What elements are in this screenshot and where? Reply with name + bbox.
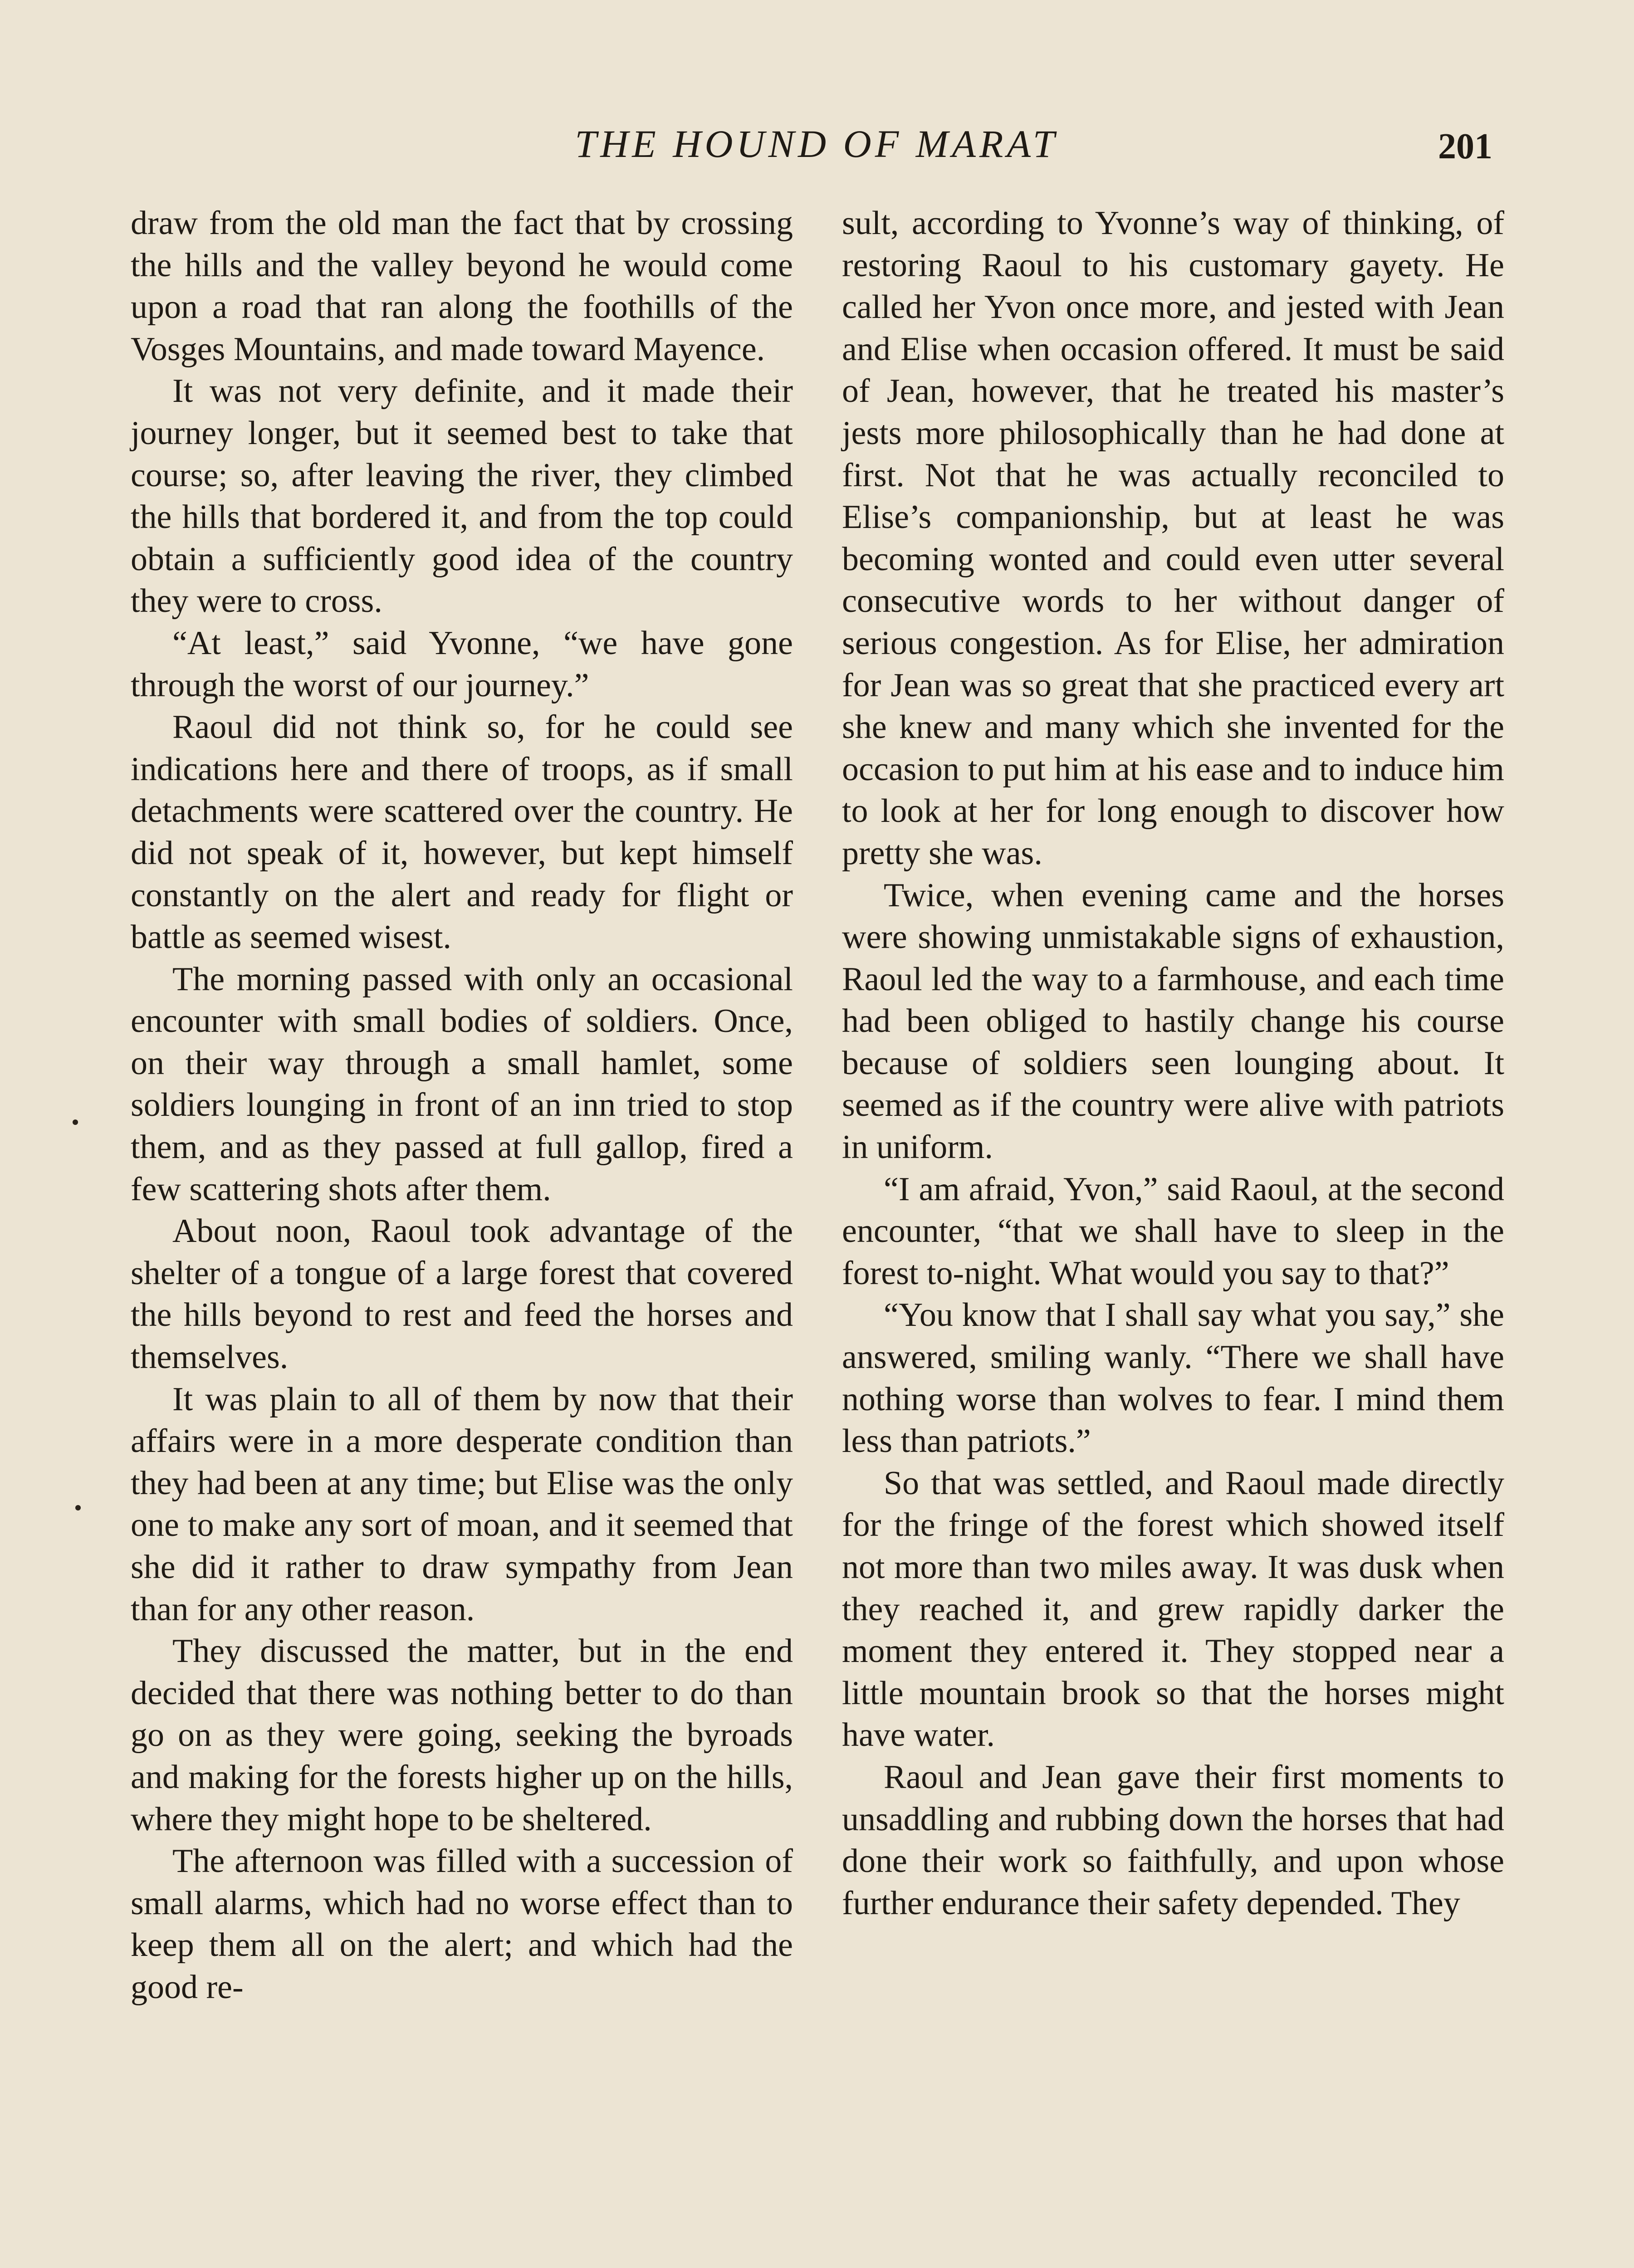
paragraph: So that was settled, and Raoul made directly for the fringe of the forest which showed itself not more than two miles away. It was dusk when they reached it, and grew rapidly darker the moment they entered it. They stopped near a little mountain brook so that the horses might have water.	[842, 1464, 1504, 1754]
page-header	[0, 119, 1634, 169]
page-number: 201	[1438, 127, 1492, 166]
paragraph: Twice, when evening came and the horses were showing unmistakable signs of exhaustion, Raoul led the way to a farmhouse, and each time had been obliged to hastily change his course because of soldiers seen lounging about. It seemed as if the country were alive with patriots in uniform.	[842, 876, 1504, 1166]
paragraph: Raoul and Jean gave their first moments to unsaddling and rubbing down the horses that had done their work so faithfully, and upon whose further endurance their safety depended. They	[842, 1758, 1504, 1922]
ink-speck	[73, 1119, 78, 1125]
paragraph: It was not very definite, and it made their journey longer, but it seemed best to take that course; so, after leaving the river, they climbed the hills that bordered it, and from the top could obtain a sufficiently good idea of the country they were to cross.	[131, 372, 793, 620]
ink-speck	[75, 1505, 81, 1510]
paragraph: The morning passed with only an occasional encounter with small bodies of soldiers. Once, on their way through a small hamlet, some soldiers lounging in front of an inn tried to stop them, and as they passed at full gallop, fired a few scattering shots after them.	[131, 960, 793, 1208]
paragraph: The afternoon was filled with a succession of small alarms, which had no worse effect than to keep them all on the alert; and which had the good re-	[131, 1843, 793, 2006]
paragraph: sult, according to Yvonne’s way of thinking, of restoring Raoul to his customary gayety. He called her Yvon once more, and jested with Jean and Elise when occasion offered. It must be said of Jean, however, that he treated his master’s jests more philosophically than he had done at first. Not that he was actually reconciled to Elise’s companionship, but at least he was becoming wonted and could even utter several consecutive words to her without danger of serious congestion. As for Elise, her admiration for Jean was so great that she practiced every art she knew and many which she invented for the occasion to put him at his ease and to induce him to look at her for long enough to discover how pretty she was.	[842, 205, 1504, 872]
paragraph: “I am afraid, Yvon,” said Raoul, at the second encounter, “that we shall have to sleep in the forest to-night. What would you say to that?”	[842, 1170, 1504, 1292]
running-title: THE HOUND OF MARAT	[575, 122, 1058, 166]
left-text-column	[131, 202, 793, 2009]
paragraph: “At least,” said Yvonne, “we have gone through the worst of our journey.”	[131, 624, 793, 704]
paragraph: They discussed the matter, but in the end decided that there was nothing better to do than go on as they were going, seeking the byroads and making for the forests higher up on the hills, where they might hope to be sheltered.	[131, 1633, 793, 1838]
paragraph: “You know that I shall say what you say,” she answered, smiling wanly. “There we shall have nothing worse than wolves to fear. I mind them less than patriots.”	[842, 1296, 1504, 1460]
paragraph: It was plain to all of them by now that their affairs were in a more desperate condition than they had been at any time; but Elise was the only one to make any sort of moan, and it seemed that she did it rather to draw sympathy from Jean than for any other reason.	[131, 1380, 793, 1628]
paragraph: draw from the old man the fact that by crossing the hills and the valley beyond he would come upon a road that ran along the foothills of the Vosges Mountains, and made toward Mayence.	[131, 205, 793, 368]
paragraph: About noon, Raoul took advantage of the shelter of a tongue of a large forest that covered the hills beyond to rest and feed the horses and themselves.	[131, 1212, 793, 1376]
right-text-column	[842, 202, 1504, 1924]
paragraph: Raoul did not think so, for he could see indications here and there of troops, as if small detachments were scattered over the country. He did not speak of it, however, but kept himself constantly on the alert and ready for flight or battle as seemed wisest.	[131, 709, 793, 956]
